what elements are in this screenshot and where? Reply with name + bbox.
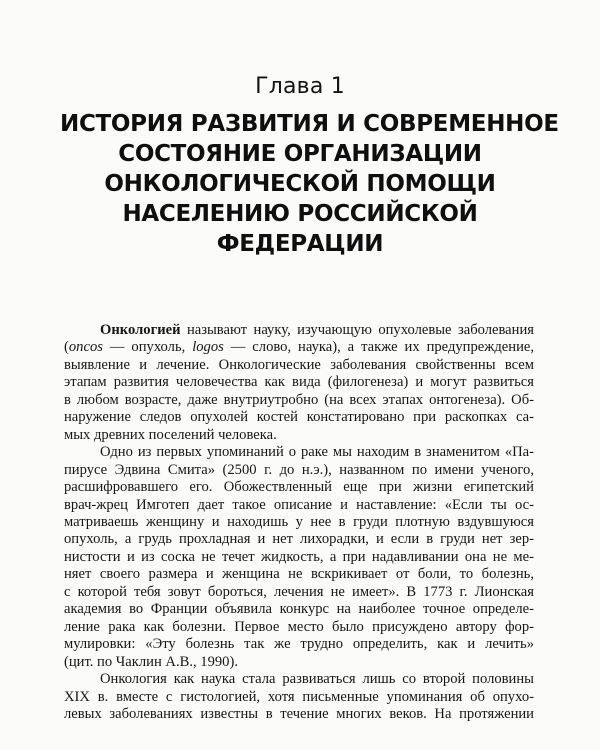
paragraph-line: врач-жрец Имготеп дает такое описание и наставление: «Если ты ос- — [64, 496, 534, 513]
paragraph-line: с которой тебя зовут бороться, лечения не имеет». В 1773 г. Лионская — [64, 583, 534, 600]
paragraph-line: мых древних поселений человека. — [64, 426, 277, 443]
term-italic: logos — [192, 339, 224, 356]
chapter-title-line: ОНКОЛОГИЧЕСКОЙ ПОМОЩИ — [104, 171, 496, 197]
chapter-title-line: ФЕДЕРАЦИИ — [216, 231, 384, 257]
paragraph-line: этапам развития человечества как вида (филогенеза) и могут развиться — [64, 374, 534, 391]
paragraph-line: выявление и лечение. Онкологические заболевания свойственны всем — [64, 356, 534, 373]
paragraph-line: Онкология как наука стала развиваться лишь со второй половины — [100, 671, 534, 688]
paragraph-line: няет своего размера и женщина не вскрикивает от боли, то болезнь, — [64, 566, 534, 583]
paragraph-line: XIX в. вместе с гистологией, хотя письменные упоминания об опухо- — [64, 688, 534, 705]
paragraph-line: Одно из первых упоминаний о раке мы находим в знаменитом «Па- — [100, 444, 534, 461]
paragraph-line: левых заболеваниях известны в течение многих веков. На протяжении — [64, 705, 534, 722]
paragraph-line: в любом возрасте, даже внутриутробно (на всех этапах онтогенеза). Об- — [64, 391, 534, 408]
chapter-title-line: НАСЕЛЕНИЮ РОССИЙСКОЙ — [122, 201, 478, 227]
paragraph-line: расшифровавшего его. Обожествленный еще при жизни египетский — [64, 479, 534, 496]
paragraph-line: пирусе Эдвина Смита» (2500 г. до н.э.), названном по имени ученого, — [64, 461, 534, 478]
paragraph-line: Онкологией называют науку, изучающую опухолевые заболевания — [100, 322, 534, 338]
chapter-title-line: ИСТОРИЯ РАЗВИТИЯ И СОВРЕМЕННОЕ — [60, 111, 559, 137]
paragraph-line: опухоль, а грудь прохладная и нет лихорадки, и если в груди нет зер- — [64, 531, 534, 548]
paragraph-line: матриваешь женщину и находишь у нее в груди плотную вздувшуюся — [64, 513, 534, 530]
paragraph-line: академия во Франции объявила конкурс на наиболее точное определе- — [64, 601, 534, 618]
term-italic: oncos — [68, 339, 103, 356]
paragraph-line: (цит. по Чаклин А.В., 1990). — [64, 653, 238, 670]
chapter-title — [60, 109, 559, 259]
defined-term: Онкологией — [100, 322, 181, 338]
chapter-label: Глава 1 — [255, 74, 345, 99]
chapter-title-line: СОСТОЯНИЕ ОРГАНИЗАЦИИ — [118, 141, 482, 167]
paragraph-line: нистости и из соска не течет жидкость, а при надавливании она не ме- — [64, 548, 534, 565]
paragraph-line: (oncos — опухоль, logos — слово, наука), а также их предупреждение, — [64, 339, 535, 356]
paragraph-line: ление рака как болезни. Первое место было присуждено автору фор- — [64, 618, 534, 635]
paragraph-line: мулировки: «Эту болезнь так же трудно определить, как и лечить» — [64, 636, 534, 653]
body-text — [64, 322, 534, 723]
paragraph-line: наружение следов опухолей костей констатировано при раскопках са- — [64, 409, 534, 426]
